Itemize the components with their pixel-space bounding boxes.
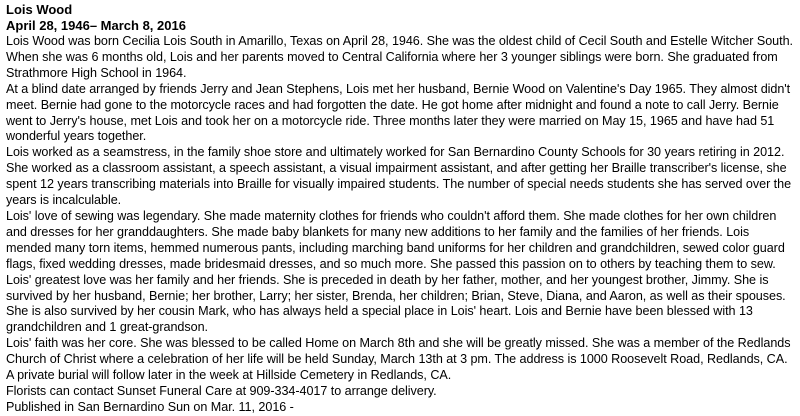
paragraph-career: Lois worked as a seamstress, in the family shoe store and ultimately worked for San Bernardino County Schools for 30 years retiring in 2012. She worked as a classroom assistant, a speech assistant, a visual impairment assistant, and after getting her Braille transcriber's license, she spent 12 years transcribing materials into Braille for visually impaired students. The number of special needs students she has served over the years is incalculable. (6, 145, 792, 208)
paragraph-sewing: Lois' love of sewing was legendary. She made maternity clothes for friends who couldn't afford them. She made clothes for her own children and dresses for her granddaughters. She made baby blankets for many new additions to her family and the families of her friends. Lois mended many torn items, hemmed numerous pants, including marching band uniforms for her children and grandchildren, sewed color guard flags, fixed wedding dresses, made bridesmaid dresses, and so much more. She passed this passion on to others by teaching them to sew. (6, 208, 785, 271)
paragraph-family: Lois' greatest love was her family and her friends. She is preceded in death by her father, mother, and her youngest brother, Jimmy. She is survived by her husband, Bernie; her brother, Larry; her sister, Brenda, her children; Brian, Steve, Diana, and Aaron, as well as their spouses. She is also survived by her cousin Mark, who has always held a special place in Lois' heart. Lois and Bernie have been blessed with 13 grandchildren and 1 great-grandson. (6, 272, 786, 335)
paragraph-birth: Lois Wood was born Cecilia Lois South in Amarillo, Texas on April 28, 1946. She was the oldest child of Cecil South and Estelle Witcher South. When she was 6 months old, Lois and her parents moved to Central California where her 3 younger siblings were born. She graduated from Strathmore High School in 1964. (6, 34, 793, 80)
obituary-dates: April 28, 1946– March 8, 2016 (6, 18, 186, 33)
paragraph-florists: Florists can contact Sunset Funeral Care at 909-334-4017 to arrange delivery. (6, 383, 437, 398)
paragraph-marriage: At a blind date arranged by friends Jerry and Jean Stephens, Lois met her husband, Bernie Wood on Valentine's Day 1965. They almost didn't meet. Bernie had gone to the motorcycle races and had forgotten the date. He got home after midnight and found a note to call Jerry. Bernie went to Jerry's house, met Lois and took her on a motorcycle ride. Three months later they were married on May 15, 1965 and have had 51 wonderful years together. (6, 81, 791, 144)
paragraph-faith-services: Lois' faith was her core. She was blessed to be called Home on March 8th and she will be greatly missed. She was a member of the Redlands Church of Christ where a celebration of her life will be held Sunday, March 13th at 3 pm. The address is 1000 Roosevelt Road, Redlands, CA. A private burial will follow later in the week at Hillside Cemetery in Redlands, CA. (6, 336, 791, 383)
publication-line: Published in San Bernardino Sun on Mar. 11, 2016 - (6, 399, 294, 414)
obituary-name: Lois Wood (6, 2, 73, 17)
